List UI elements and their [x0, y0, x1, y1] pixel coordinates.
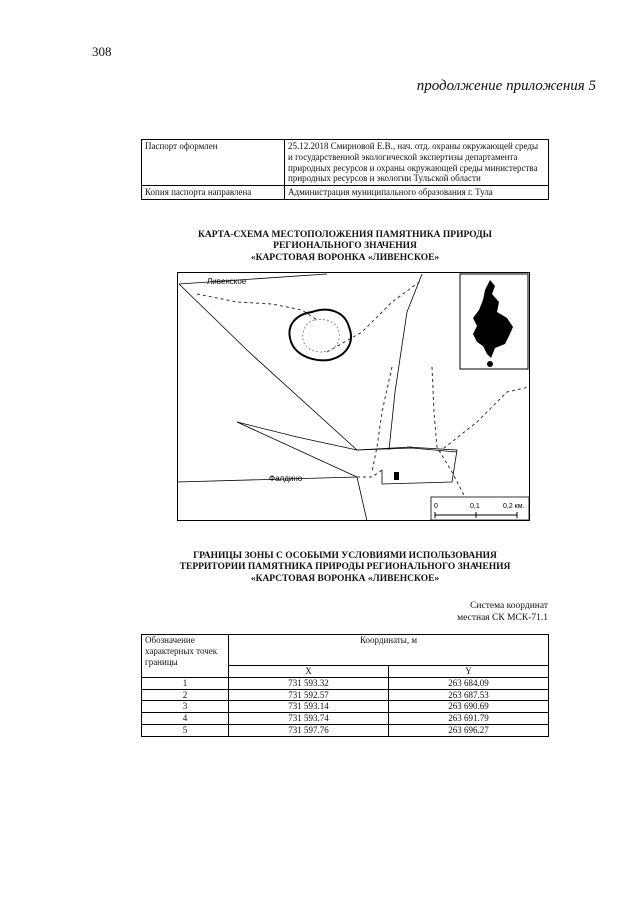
point-number: 2 [142, 689, 229, 701]
label-faldino: Фалдино [269, 474, 303, 483]
table-row [142, 724, 549, 736]
table-row [142, 689, 549, 701]
coordinate-system-line: местная СК МСК-71.1 [457, 613, 548, 624]
coord-x: 731 593.32 [229, 677, 389, 689]
scale-label-0: 0 [434, 503, 438, 510]
column-header-y: Y [389, 666, 549, 678]
table-row [142, 677, 549, 689]
zone-title [120, 551, 570, 585]
column-header-point: Обозначение характерных точек границы [142, 635, 229, 678]
passport-key: Копия паспорта направлена [142, 186, 285, 200]
zone-title-line: «КАРСТОВАЯ ВОРОНКА «ЛИВЕНСКОЕ» [250, 573, 440, 584]
map-title-line: КАРТА-СХЕМА МЕСТОПОЛОЖЕНИЯ ПАМЯТНИКА ПРИРОДЫ [197, 230, 493, 240]
scale-label-1: 0,1 [470, 503, 480, 510]
zone-title-line: ТЕРРИТОРИИ ПАМЯТНИКА ПРИРОДЫ РЕГИОНАЛЬНОГО ЗНАЧЕНИЯ [179, 562, 511, 573]
map-title-line: РЕГИОНАЛЬНОГО ЗНАЧЕНИЯ [273, 241, 417, 252]
page-number: 308 [92, 44, 112, 59]
table-row [142, 140, 549, 186]
point-number: 4 [142, 713, 229, 725]
coordinate-system [457, 600, 548, 625]
coordinate-system-line: Система координат [470, 601, 548, 611]
point-number: 3 [142, 701, 229, 713]
point-number: 5 [142, 724, 229, 736]
coord-x: 731 593.74 [229, 713, 389, 725]
coord-y: 263 696.27 [389, 724, 549, 736]
table-row [142, 186, 549, 200]
coord-y: 263 684.09 [389, 677, 549, 689]
zone-title-line: ГРАНИЦЫ ЗОНЫ С ОСОБЫМИ УСЛОВИЯМИ ИСПОЛЬЗОВАНИЯ [193, 551, 497, 561]
table-header-row [142, 635, 549, 666]
building-marker [394, 472, 399, 480]
coord-x: 731 592.57 [229, 689, 389, 701]
scale-label-2: 0,2 км. [503, 503, 525, 510]
passport-value: 25.12.2018 Смирновой Е.В., нач. отд. охраны окружающей среды и государственной экологической экспертизы департамента природных ресурсов и охраны окружающей среды министерства природных ресурсов и экологии Тульской области [285, 140, 549, 186]
point-number: 1 [142, 677, 229, 689]
continued-label: продолжение приложения 5 [416, 78, 596, 94]
coordinates-table [141, 634, 549, 737]
location-dot [487, 361, 493, 367]
location-map [177, 272, 530, 521]
label-livenskoe: Ливенское [207, 277, 247, 286]
coord-x: 731 593.14 [229, 701, 389, 713]
passport-value: Администрация муниципального образования г. Тула [285, 186, 549, 200]
coord-x: 731 597.76 [229, 724, 389, 736]
table-row [142, 701, 549, 713]
coord-y: 263 687.53 [389, 689, 549, 701]
column-header-coordinates: Координаты, м [229, 635, 549, 666]
map-title-line: «КАРСТОВАЯ ВОРОНКА «ЛИВЕНСКОЕ» [250, 252, 440, 263]
table-row [142, 713, 549, 725]
coord-y: 263 690.69 [389, 701, 549, 713]
column-header-x: X [229, 666, 389, 678]
passport-table [141, 139, 549, 200]
passport-key: Паспорт оформлен [142, 140, 285, 186]
map-title [141, 230, 549, 264]
coord-y: 263 691.79 [389, 713, 549, 725]
